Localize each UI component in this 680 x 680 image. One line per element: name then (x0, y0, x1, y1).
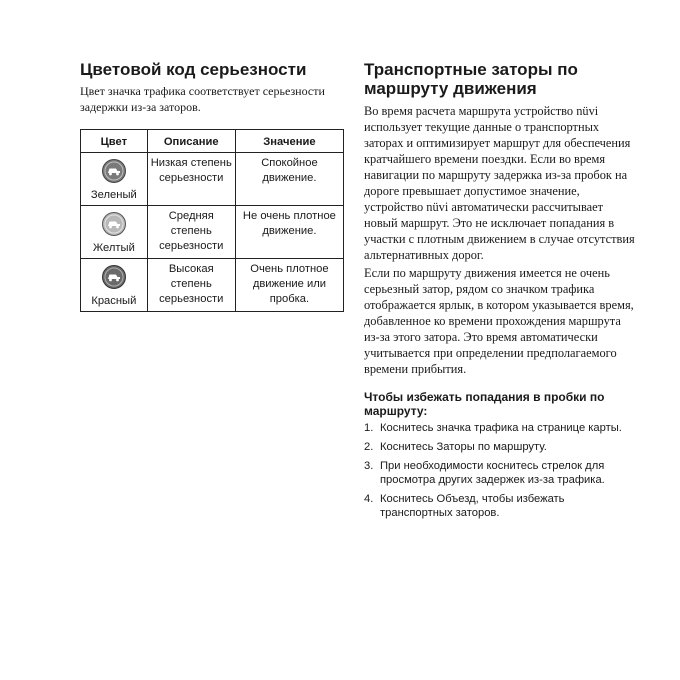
step-text: Коснитесь значка трафика на странице карты. (380, 422, 622, 434)
step-strong: Заторы по маршруту (436, 441, 544, 453)
step-number: 1. (364, 422, 374, 434)
steps-heading: Чтобы избежать попадания в пробки по маршруту: (364, 390, 605, 418)
severity-table (80, 129, 344, 312)
step-item (364, 421, 636, 435)
traffic-on-route-heading: Транспортные заторы по маршруту движения (364, 60, 578, 98)
left-column (80, 60, 342, 312)
header-color: Цвет (81, 130, 148, 153)
step-text-prefix: Коснитесь (380, 441, 437, 453)
severity-intro: Цвет значка трафика соответствует серьезности задержки из-за заторов. (80, 84, 325, 114)
table-header-row (81, 130, 344, 153)
step-number: 2. (364, 441, 374, 453)
route-paragraph-1: Во время расчета маршрута устройство nüvi использует текущие данные о транспортных заторах и оптимизирует маршрут для обеспечения кратчайшего времени поездки. Если во время навигации по маршруту задержка из-за пробок на дороге превышает допустимое значение, устройство nüvi автоматически рассчитывает новый маршрут. Это не исключает попадания в участки с плотным движением в случае отсутствия альтернативных дорог. (364, 104, 635, 262)
step-number: 3. (364, 460, 374, 472)
traffic-icon-yellow (83, 209, 145, 239)
right-column (364, 60, 636, 525)
color-cell (81, 259, 148, 312)
description-cell: Низкая степень серьезности (147, 153, 235, 206)
step-text-suffix: , чтобы избежать транспортных заторов. (380, 493, 565, 519)
color-label: Желтый (92, 242, 135, 254)
steps-list (364, 421, 636, 520)
description-cell: Высокая степень серьезности (147, 259, 235, 312)
meaning-cell: Спокойное движение. (235, 153, 343, 206)
traffic-icon-green (83, 156, 145, 186)
header-description: Описание (147, 130, 235, 153)
description-cell: Средняя степень серьезности (147, 206, 235, 259)
step-text-prefix: Коснитесь (380, 493, 437, 505)
meaning-cell: Не очень плотное движение. (235, 206, 343, 259)
header-meaning: Значение (235, 130, 343, 153)
color-label: Красный (91, 295, 137, 307)
step-item (364, 459, 636, 487)
step-text-suffix: . (543, 441, 547, 453)
traffic-icon-red (83, 262, 145, 292)
color-cell (81, 153, 148, 206)
color-label: Зеленый (90, 189, 137, 201)
table-row-yellow (81, 206, 344, 259)
severity-heading: Цветовой код серьезности (80, 60, 307, 79)
route-paragraph-2: Если по маршруту движения имеется не очень серьезный затор, рядом со значком трафика отображается ярлык, в котором указывается время, добавленное ко времени прохождения маршрута из-за этого затора. Это время автоматически учитывается при определении предполагаемого времени прибытия. (364, 266, 634, 376)
step-number: 4. (364, 493, 374, 505)
step-item (364, 440, 636, 454)
color-cell (81, 206, 148, 259)
table-row-red (81, 259, 344, 312)
step-text: При необходимости коснитесь стрелок для просмотра других задержек из-за трафика. (380, 460, 605, 486)
step-strong: Объезд (436, 493, 476, 505)
table-row-green (81, 153, 344, 206)
step-item (364, 492, 636, 520)
meaning-cell: Очень плотное движение или пробка. (235, 259, 343, 312)
